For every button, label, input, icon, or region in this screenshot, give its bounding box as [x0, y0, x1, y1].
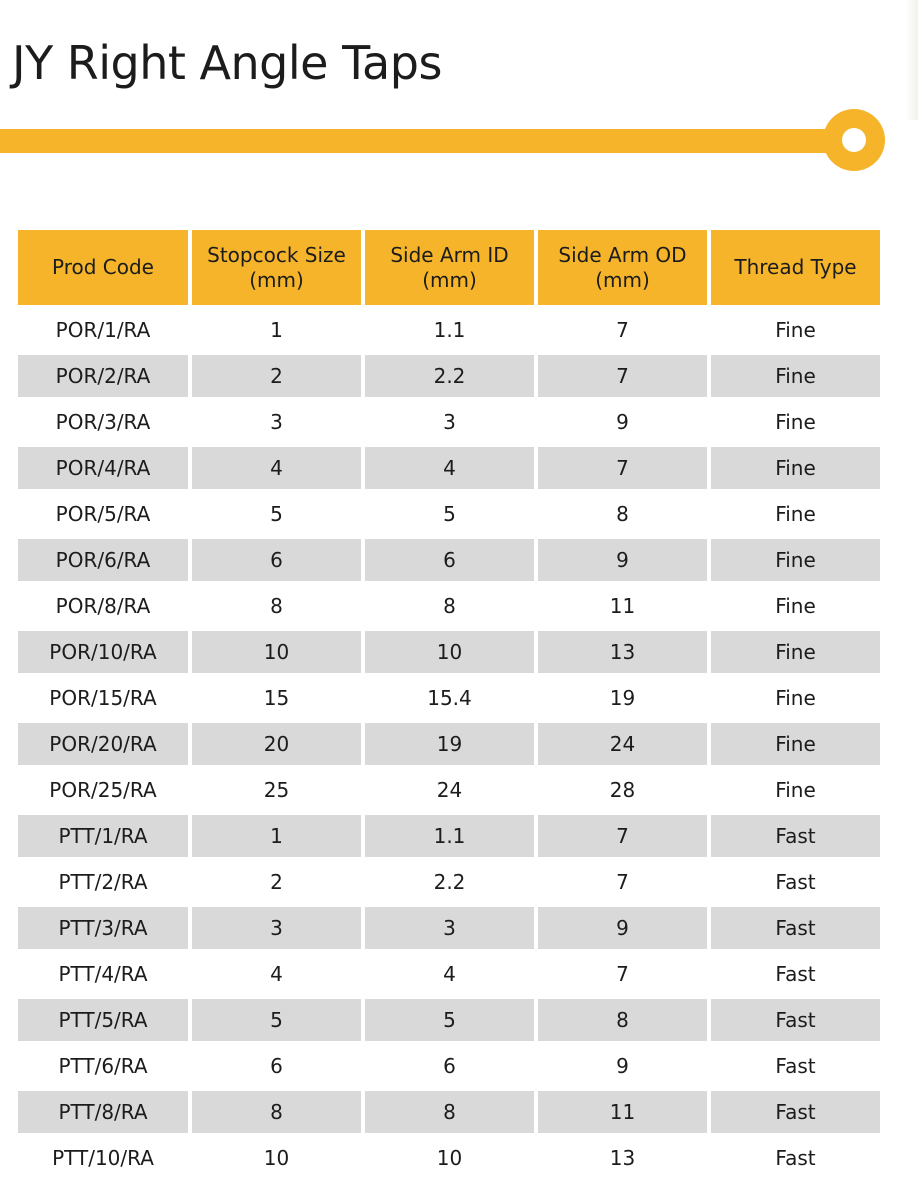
cell-side-arm-od: 11 [538, 1091, 707, 1133]
cell-prod-code: POR/20/RA [18, 723, 188, 765]
table-row [18, 1137, 880, 1179]
page-edge-shading [906, 0, 918, 120]
cell-side-arm-id: 3 [365, 401, 534, 443]
cell-side-arm-id: 6 [365, 1045, 534, 1087]
cell-thread-type: Fine [711, 401, 880, 443]
cell-side-arm-id: 3 [365, 907, 534, 949]
cell-side-arm-id: 19 [365, 723, 534, 765]
table-row [18, 631, 880, 673]
cell-prod-code: POR/25/RA [18, 769, 188, 811]
cell-thread-type: Fast [711, 1045, 880, 1087]
table-row [18, 677, 880, 719]
cell-stopcock-size: 2 [192, 355, 361, 397]
spec-table-body [18, 309, 880, 1179]
cell-side-arm-od: 28 [538, 769, 707, 811]
table-row [18, 815, 880, 857]
header-label: Side Arm OD [558, 242, 687, 267]
table-row [18, 999, 880, 1041]
header-label: Thread Type [734, 255, 857, 279]
table-row [18, 953, 880, 995]
table-row [18, 1091, 880, 1133]
accent-divider-line [0, 129, 840, 153]
cell-side-arm-od: 7 [538, 447, 707, 489]
table-row [18, 723, 880, 765]
cell-prod-code: PTT/1/RA [18, 815, 188, 857]
table-row [18, 585, 880, 627]
cell-side-arm-id: 6 [365, 539, 534, 581]
table-row [18, 355, 880, 397]
header-label: Side Arm ID [390, 242, 509, 267]
cell-thread-type: Fast [711, 907, 880, 949]
cell-side-arm-od: 11 [538, 585, 707, 627]
header-stopcock-size [192, 230, 361, 305]
cell-side-arm-id: 10 [365, 631, 534, 673]
cell-side-arm-id: 8 [365, 1091, 534, 1133]
table-row [18, 769, 880, 811]
cell-prod-code: PTT/3/RA [18, 907, 188, 949]
cell-side-arm-od: 9 [538, 1045, 707, 1087]
cell-side-arm-id: 1.1 [365, 815, 534, 857]
header-side-arm-od [538, 230, 707, 305]
cell-side-arm-od: 9 [538, 401, 707, 443]
cell-side-arm-id: 5 [365, 999, 534, 1041]
cell-side-arm-od: 7 [538, 953, 707, 995]
cell-side-arm-id: 2.2 [365, 355, 534, 397]
cell-side-arm-od: 19 [538, 677, 707, 719]
cell-stopcock-size: 5 [192, 999, 361, 1041]
cell-side-arm-od: 7 [538, 355, 707, 397]
cell-thread-type: Fast [711, 999, 880, 1041]
cell-side-arm-od: 7 [538, 309, 707, 351]
cell-thread-type: Fine [711, 723, 880, 765]
cell-stopcock-size: 6 [192, 539, 361, 581]
cell-prod-code: PTT/8/RA [18, 1091, 188, 1133]
cell-thread-type: Fine [711, 493, 880, 535]
cell-stopcock-size: 15 [192, 677, 361, 719]
cell-stopcock-size: 2 [192, 861, 361, 903]
header-unit: (mm) [249, 267, 304, 292]
table-row [18, 493, 880, 535]
cell-side-arm-od: 13 [538, 1137, 707, 1179]
cell-side-arm-id: 5 [365, 493, 534, 535]
cell-thread-type: Fine [711, 447, 880, 489]
cell-prod-code: POR/1/RA [18, 309, 188, 351]
cell-thread-type: Fast [711, 953, 880, 995]
spec-table [14, 226, 884, 1183]
cell-stopcock-size: 3 [192, 907, 361, 949]
cell-stopcock-size: 8 [192, 585, 361, 627]
cell-stopcock-size: 3 [192, 401, 361, 443]
page-title: JY Right Angle Taps [12, 36, 442, 90]
cell-stopcock-size: 8 [192, 1091, 361, 1133]
cell-stopcock-size: 6 [192, 1045, 361, 1087]
cell-side-arm-od: 9 [538, 907, 707, 949]
cell-prod-code: POR/8/RA [18, 585, 188, 627]
cell-prod-code: POR/3/RA [18, 401, 188, 443]
table-row [18, 539, 880, 581]
table-row [18, 309, 880, 351]
cell-side-arm-od: 8 [538, 493, 707, 535]
header-side-arm-id [365, 230, 534, 305]
cell-stopcock-size: 10 [192, 631, 361, 673]
cell-side-arm-id: 15.4 [365, 677, 534, 719]
header-prod-code [18, 230, 188, 305]
cell-side-arm-od: 9 [538, 539, 707, 581]
spec-table-header [18, 230, 880, 305]
cell-side-arm-od: 13 [538, 631, 707, 673]
cell-stopcock-size: 20 [192, 723, 361, 765]
table-row [18, 861, 880, 903]
cell-prod-code: PTT/10/RA [18, 1137, 188, 1179]
cell-side-arm-id: 10 [365, 1137, 534, 1179]
table-row [18, 447, 880, 489]
cell-side-arm-od: 7 [538, 861, 707, 903]
cell-stopcock-size: 5 [192, 493, 361, 535]
cell-stopcock-size: 4 [192, 953, 361, 995]
cell-stopcock-size: 25 [192, 769, 361, 811]
header-row [18, 230, 880, 305]
cell-prod-code: PTT/6/RA [18, 1045, 188, 1087]
cell-thread-type: Fine [711, 309, 880, 351]
cell-prod-code: PTT/2/RA [18, 861, 188, 903]
cell-thread-type: Fast [711, 1137, 880, 1179]
table-row [18, 1045, 880, 1087]
cell-side-arm-id: 24 [365, 769, 534, 811]
header-label: Prod Code [52, 255, 154, 279]
cell-stopcock-size: 1 [192, 309, 361, 351]
cell-side-arm-id: 4 [365, 447, 534, 489]
cell-side-arm-od: 24 [538, 723, 707, 765]
cell-side-arm-od: 7 [538, 815, 707, 857]
cell-stopcock-size: 4 [192, 447, 361, 489]
accent-ring-hole [842, 128, 866, 152]
cell-prod-code: PTT/5/RA [18, 999, 188, 1041]
header-unit: (mm) [422, 267, 477, 292]
cell-stopcock-size: 1 [192, 815, 361, 857]
cell-thread-type: Fast [711, 1091, 880, 1133]
cell-side-arm-id: 1.1 [365, 309, 534, 351]
cell-prod-code: POR/6/RA [18, 539, 188, 581]
cell-thread-type: Fine [711, 631, 880, 673]
cell-prod-code: PTT/4/RA [18, 953, 188, 995]
cell-thread-type: Fine [711, 355, 880, 397]
cell-thread-type: Fine [711, 585, 880, 627]
accent-ring-ornament [823, 109, 885, 171]
cell-prod-code: POR/2/RA [18, 355, 188, 397]
table-row [18, 907, 880, 949]
header-thread-type [711, 230, 880, 305]
table-row [18, 401, 880, 443]
cell-thread-type: Fast [711, 815, 880, 857]
cell-side-arm-id: 2.2 [365, 861, 534, 903]
cell-thread-type: Fine [711, 677, 880, 719]
cell-prod-code: POR/10/RA [18, 631, 188, 673]
cell-thread-type: Fine [711, 769, 880, 811]
cell-prod-code: POR/5/RA [18, 493, 188, 535]
header-unit: (mm) [595, 267, 650, 292]
cell-prod-code: POR/4/RA [18, 447, 188, 489]
cell-thread-type: Fine [711, 539, 880, 581]
cell-side-arm-id: 8 [365, 585, 534, 627]
cell-stopcock-size: 10 [192, 1137, 361, 1179]
cell-prod-code: POR/15/RA [18, 677, 188, 719]
header-label: Stopcock Size [207, 242, 346, 267]
cell-side-arm-id: 4 [365, 953, 534, 995]
cell-side-arm-od: 8 [538, 999, 707, 1041]
cell-thread-type: Fast [711, 861, 880, 903]
